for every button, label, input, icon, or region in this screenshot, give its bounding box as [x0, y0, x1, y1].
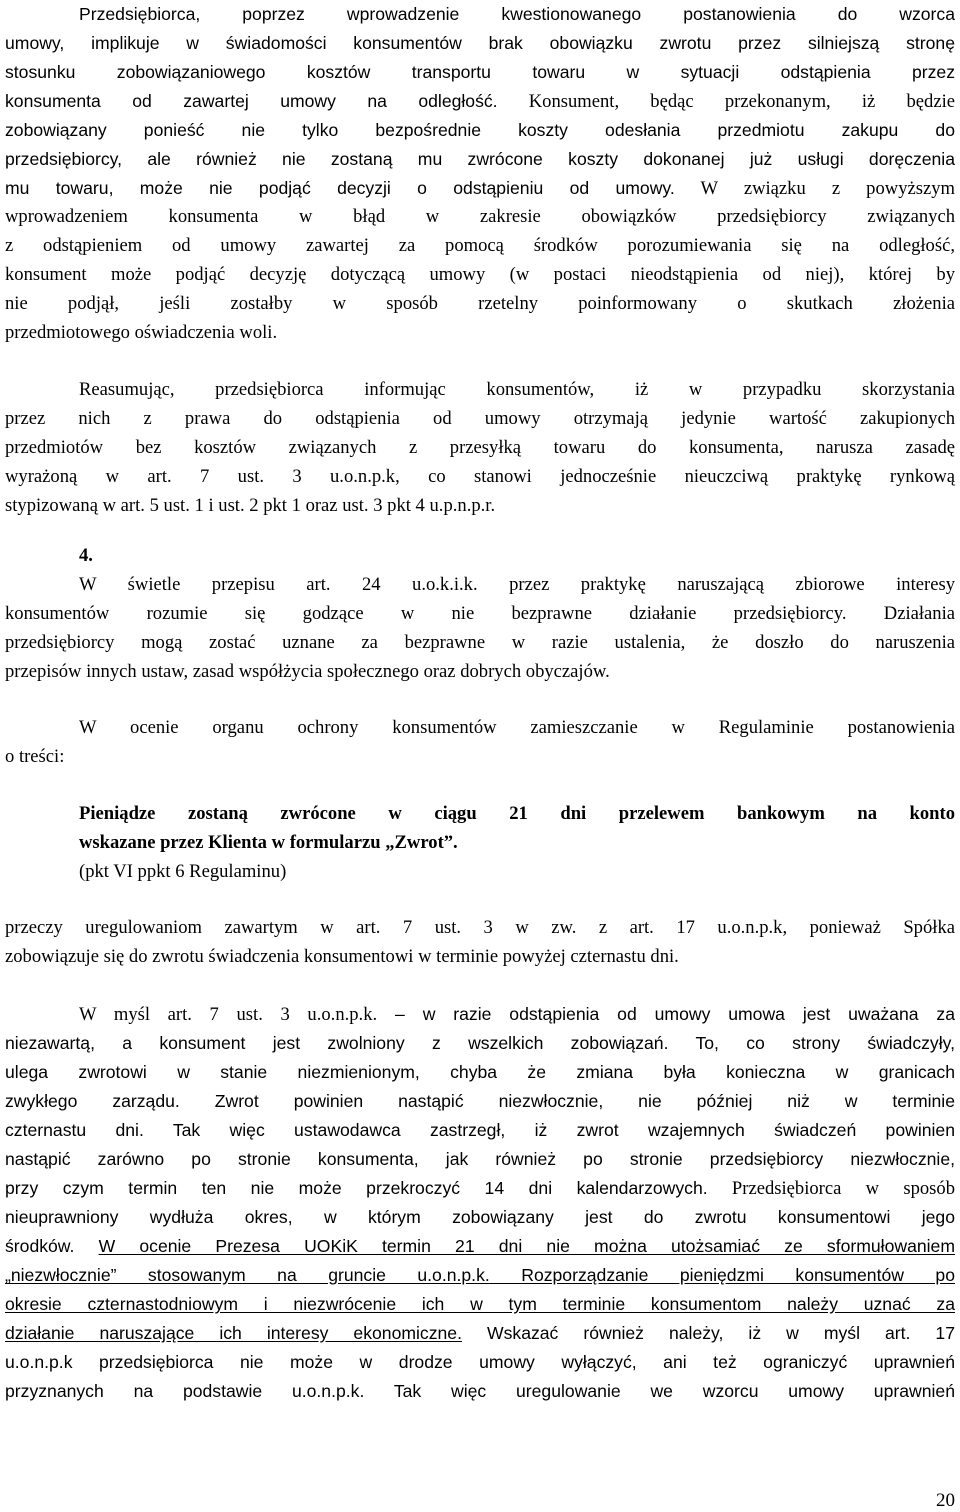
- text-line: przedmiotowego oświadczenia woli.: [5, 322, 278, 343]
- text-span: konsumenta od zawartej umowy na odległość.: [5, 91, 498, 111]
- quote-citation: [79, 861, 955, 883]
- text-line: u.o.n.p.k przedsiębiorca nie może w drodze umowy wyłączyć, ani też ograniczyć uprawnień: [5, 1352, 955, 1372]
- text-line: wyrażoną w art. 7 ust. 3 u.o.n.p.k, co stanowi jednocześnie nieuczciwą praktykę rynkową: [5, 466, 955, 487]
- text-line: przez nich z prawa do odstąpienia od umowy otrzymają jedynie wartość zakupionych: [5, 408, 955, 429]
- text-line: nastąpić zarówno po stronie konsumenta, jak również po stronie przedsiębiorcy niezwłocznie,: [5, 1149, 955, 1169]
- text-line: [5, 1264, 955, 1286]
- text-line: czternastu dni. Tak więc ustawodawca zastrzegł, iż zwrot wzajemnych świadczeń powinien: [5, 1120, 955, 1140]
- text-span: środków.: [5, 1236, 99, 1256]
- text-line: nie podjął, jeśli zostałby w sposób rzetelny poinformowany o skutkach złożenia: [5, 293, 955, 314]
- text-line: [5, 1235, 955, 1257]
- text-line: W świetle przepisu art. 24 u.o.k.i.k. przez praktykę naruszającą zbiorowe interesy: [79, 574, 955, 595]
- text-line: konsument może podjąć decyzję dotyczącą umowy (w postaci nieodstąpienia od niej), której by: [5, 264, 955, 285]
- text-line: zobowiązuje się do zwrotu świadczenia konsumentowi w terminie powyżej czternastu dni.: [5, 946, 679, 967]
- citation-text: (pkt VI ppkt 6 Regulaminu): [79, 861, 287, 882]
- text-span: – w razie odstąpienia od umowy umowa jest uważana za: [377, 1004, 955, 1024]
- text-line: zwykłego zarządu. Zwrot powinien nastąpić niezwłocznie, nie później niż w terminie: [5, 1091, 955, 1111]
- text-line: przyznanych na podstawie u.o.n.p.k. Tak więc uregulowanie we wzorcu umowy uprawnień: [5, 1381, 955, 1401]
- text-line: W ocenie organu ochrony konsumentów zamieszczanie w Regulaminie postanowienia: [79, 717, 955, 738]
- quote-line: Pieniądze zostaną zwrócone w ciągu 21 dni przelewem bankowym na konto: [79, 803, 955, 824]
- underlined-span: W ocenie Prezesa UOKiK termin 21 dni nie można utożsamiać ze sformułowaniem: [98, 1236, 955, 1256]
- text-line: z odstąpieniem od umowy zawartej za pomocą środków porozumiewania się na odległość,: [5, 235, 955, 256]
- underlined-line: okresie czternastodniowym i niezwrócenie ich w tym terminie konsumentom należy uznać za: [5, 1294, 955, 1314]
- text-line: przeczy uregulowaniom zawartym w art. 7 ust. 3 w zw. z art. 17 u.o.n.p.k, ponieważ Spółka: [5, 917, 955, 938]
- underlined-span: „niezwłocznie” stosowanym na gruncie u.o.n.p.k.: [5, 1265, 490, 1285]
- underlined-span: Rozporządzanie pieniędzmi konsumentów po: [489, 1265, 955, 1285]
- text-line: [5, 177, 955, 199]
- text-line: Reasumując, przedsiębiorca informując konsumentów, iż w przypadku skorzystania: [79, 379, 955, 400]
- text-span: W związku z powyższym: [674, 178, 955, 199]
- text-span: Konsument, będąc przekonanym, iż będzie: [497, 91, 955, 112]
- text-line: Przedsiębiorca, poprzez wprowadzenie kwestionowanego postanowienia do wzorca: [79, 4, 955, 24]
- text-line: konsumentów rozumie się godzące w nie bezprawne działanie przedsiębiorcy. Działania: [5, 603, 955, 624]
- text-span: przy czym termin ten nie może przekroczyć 14 dni kalendarzowych.: [5, 1178, 708, 1198]
- text-line: przedsiębiorcy mogą zostać uznane za bezprawne w razie ustalenia, że doszło do naruszenia: [5, 632, 955, 653]
- text-line: nieuprawniony wydłuża okres, w którym zobowiązany jest do zwrotu konsumentowi jego: [5, 1207, 955, 1227]
- text-line: [5, 90, 955, 112]
- text-line: stypizowaną w art. 5 ust. 1 i ust. 2 pkt 1 oraz ust. 3 pkt 4 u.p.n.p.r.: [5, 495, 496, 516]
- text-line: niezawartą, a konsument jest zwolniony z wszelkich zobowiązań. To, co strony świadczyły,: [5, 1033, 955, 1053]
- text-line: wprowadzeniem konsumenta w błąd w zakresie obowiązków przedsiębiorcy związanych: [5, 206, 955, 227]
- text-line: przedmiotów bez kosztów związanych z przesyłką towaru do konsumenta, narusza zasadę: [5, 437, 955, 458]
- text-line: przedsiębiorcy, ale również nie zostaną mu zwrócone koszty dokonanej już usługi doręczenia: [5, 149, 955, 169]
- underlined-span: działanie naruszające ich interesy ekonomiczne.: [5, 1323, 462, 1343]
- page-number: 20: [936, 1490, 955, 1511]
- text-line: [5, 1322, 955, 1344]
- text-line: zobowiązany ponieść nie tylko bezpośrednie koszty odesłania przedmiotu zakupu do: [5, 120, 955, 140]
- text-line: [5, 1177, 955, 1199]
- quote-line: wskazane przez Klienta w formularzu „Zwrot”.: [79, 832, 458, 853]
- text-line: umowy, implikuje w świadomości konsumentów brak obowiązku zwrotu przez silniejszą stronę: [5, 33, 955, 53]
- text-span: Przedsiębiorca w sposób: [707, 1178, 955, 1199]
- text-line: stosunku zobowiązaniowego kosztów transportu towaru w sytuacji odstąpienia przez: [5, 62, 955, 82]
- text-line: przepisów innych ustaw, zasad współżycia społecznego oraz dobrych obyczajów.: [5, 661, 610, 682]
- text-line: o treści:: [5, 746, 65, 767]
- text-span: W myśl art. 7 ust. 3 u.o.n.p.k.: [79, 1004, 378, 1025]
- text-line: ulega zwrotowi w stanie niezmienionym, chyba że zmiana była konieczna w granicach: [5, 1062, 955, 1082]
- section-number: 4.: [79, 545, 93, 566]
- text-line: [79, 1003, 955, 1025]
- text-span: mu towaru, może nie podjąć decyzji o odstąpieniu od umowy.: [5, 178, 675, 198]
- text-span: Wskazać również należy, iż w myśl art. 17: [461, 1323, 956, 1343]
